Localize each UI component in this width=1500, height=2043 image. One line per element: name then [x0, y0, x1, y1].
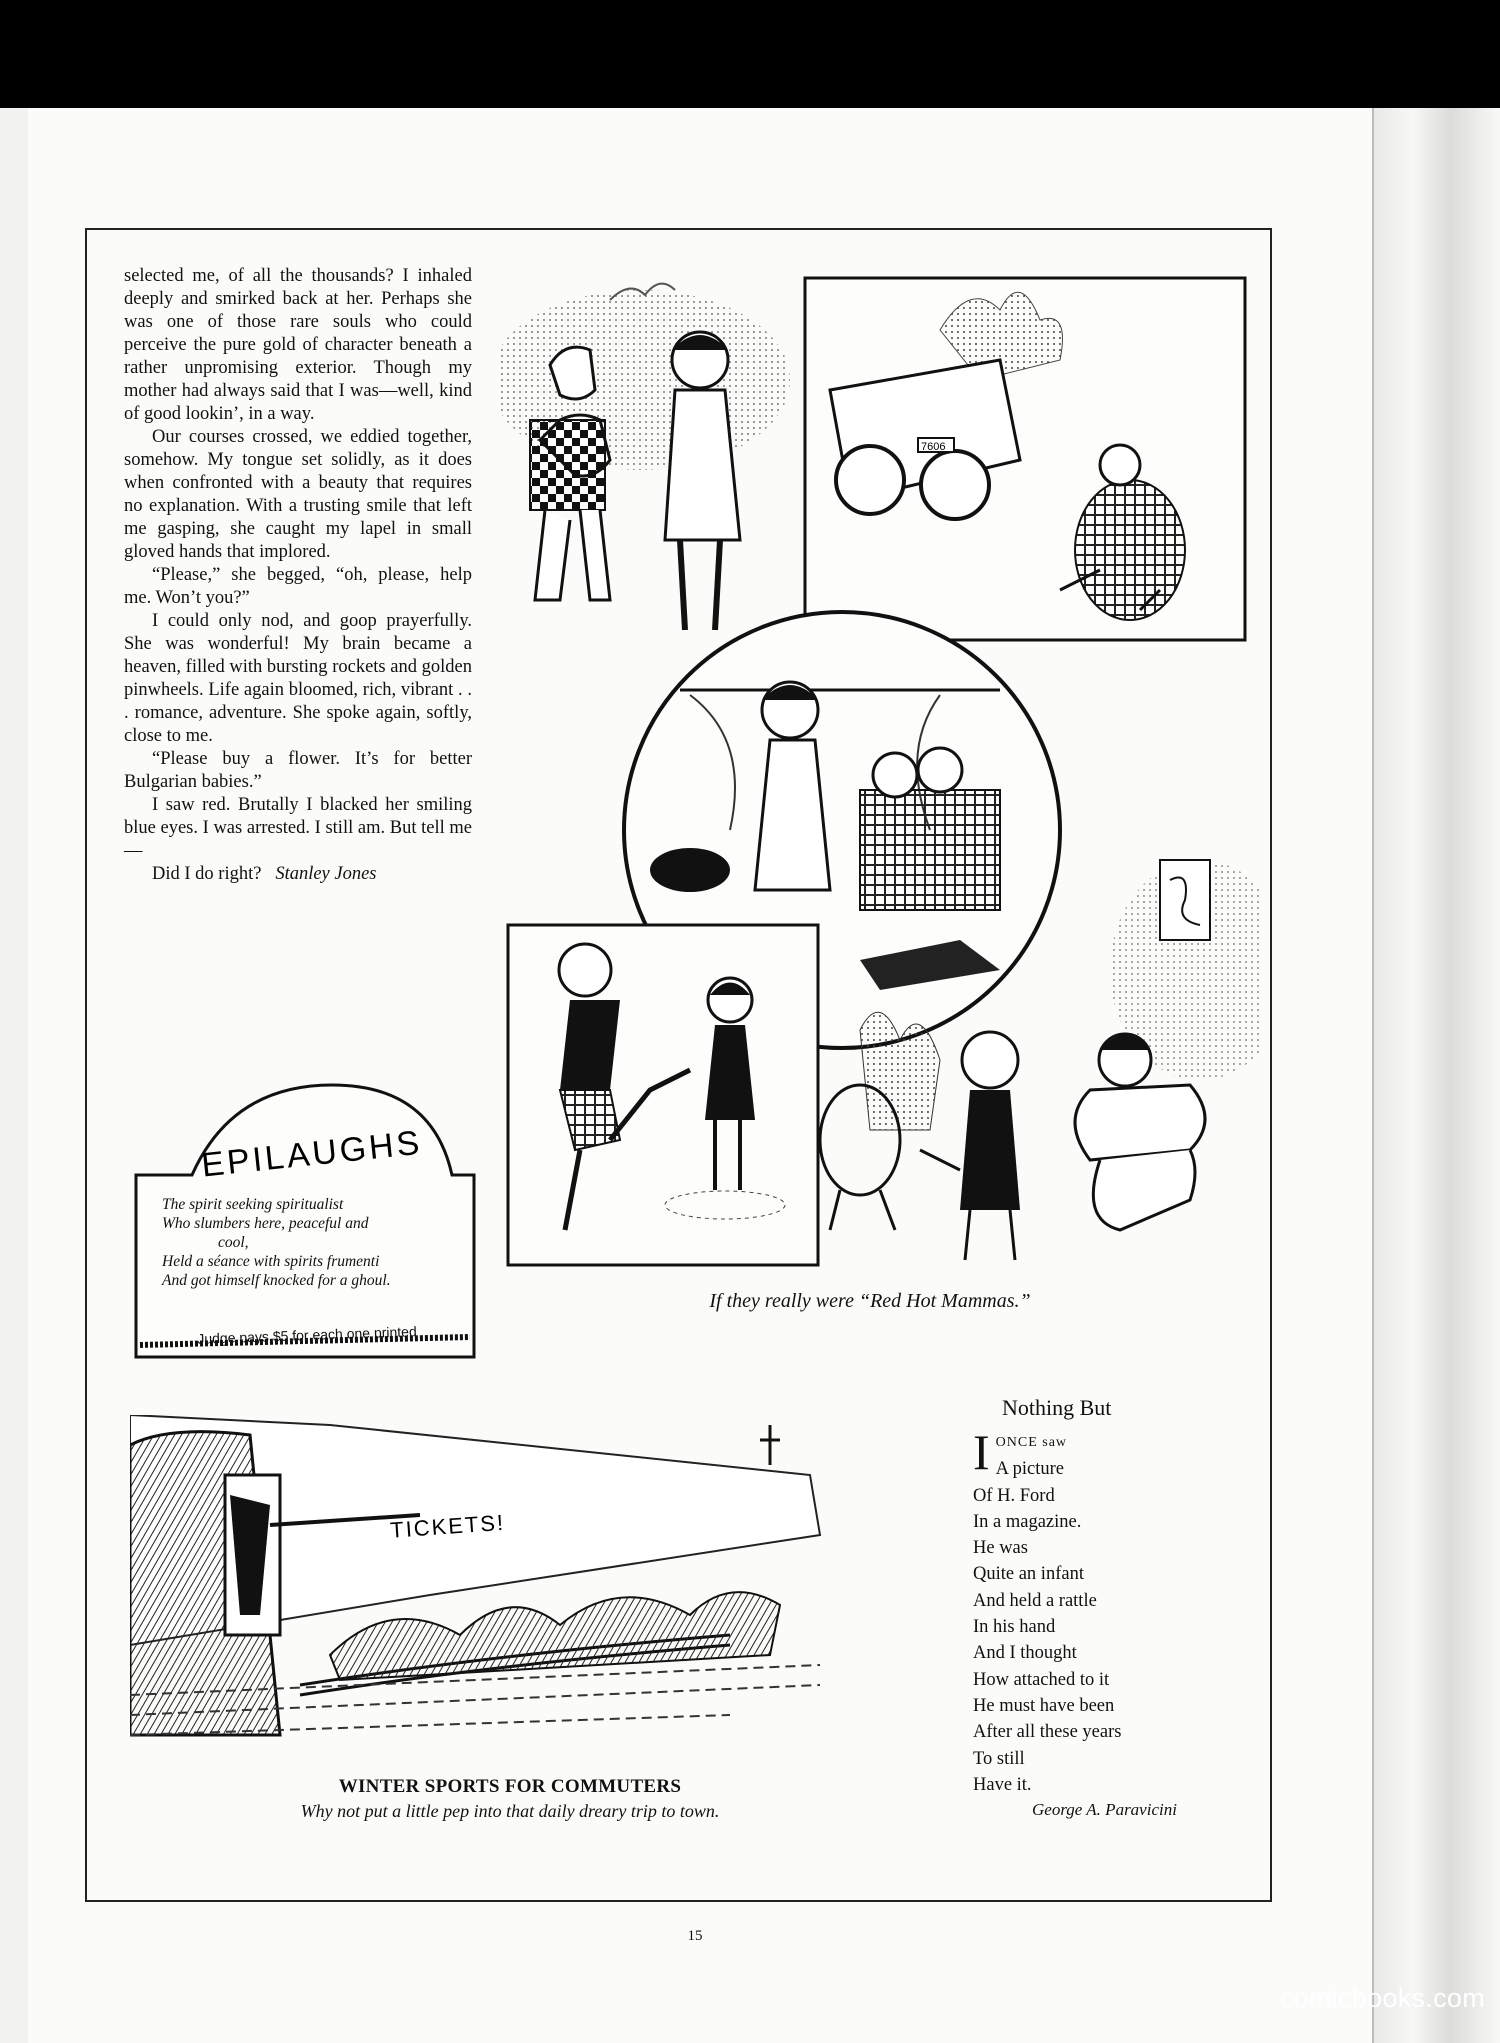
poem-line: How attached to it [973, 1669, 1110, 1690]
car-breakdown-panel [805, 278, 1245, 640]
poem-line: And held a rattle [973, 1590, 1097, 1611]
poem-dropcap: I [973, 1424, 990, 1480]
winter-sports-cartoon [130, 1415, 830, 1765]
poem-line: He must have been [973, 1695, 1115, 1716]
story-paragraph: I could only nod, and goop prayerfully. She was wonderful! My brain became a heaven, filled with bursting rockets and golden pinwheels. Life again bloomed, rich, vibrant . . . romance, adventure. She spoke again, softly, close to me. [124, 611, 472, 746]
story-paragraph: Our courses crossed, we eddied together, somehow. My tongue set solidly, as it does when confronted with a beauty that requires no explanation. With a trusting smile that left me gasping, she caught my lapel in small gloved hands that implored. [124, 427, 472, 562]
epilaughs-verse [162, 1195, 462, 1290]
story-paragraph: “Please,” she begged, “oh, please, help me. Won’t you?” [124, 565, 472, 608]
poem-first-line-rest: ONCE saw [995, 1435, 1068, 1450]
license-plate: 7606 [921, 441, 946, 453]
poem-line: He was [973, 1538, 1028, 1559]
story-last-line: Did I do right? [152, 864, 262, 884]
kicking-man-panel [508, 925, 818, 1265]
poem-line: A picture [995, 1459, 1064, 1480]
epilaughs-title: EPILAUGHS [199, 1123, 424, 1185]
poem-line: Of H. Ford [973, 1485, 1055, 1506]
epilaughs-box [132, 1075, 478, 1361]
cartoon-illustration [500, 270, 1260, 1280]
story-paragraph: selected me, of all the thousands? I inhaled deeply and smirked back at her. Perhaps she was one of those rare souls who could perceive the pure gold of character beneath a rather unpromising exterior. Though my mother had always said that I was—well, kind of good lookin’, in a way. [124, 266, 472, 424]
tickets-sign: TICKETS! [389, 1509, 506, 1543]
poem-line: In his hand [973, 1617, 1056, 1638]
verse-line: cool, [218, 1234, 249, 1251]
winter-sports-subtitle: Why not put a little pep into that daily dreary trip to town. [300, 1801, 720, 1821]
red-hot-mammas-cartoon [500, 270, 1260, 1280]
page-number: 15 [687, 1928, 703, 1944]
poem-line: Quite an infant [973, 1564, 1084, 1585]
epilaughs-footer: Judge pays $5 for each one printed [197, 1323, 417, 1347]
poem-line: After all these years [973, 1722, 1122, 1743]
verse-line: Held a séance with spirits frumenti [162, 1253, 380, 1270]
poem-line: In a magazine. [973, 1511, 1082, 1532]
story-author: Stanley Jones [275, 864, 377, 884]
story-column [124, 265, 472, 886]
poem-author: George A. Paravicini [1032, 1800, 1177, 1819]
poem-line: And I thought [973, 1643, 1077, 1664]
verse-line: And got himself knocked for a ghoul. [162, 1272, 391, 1289]
poem-body [973, 1424, 1213, 1798]
poem-line: Have it. [973, 1774, 1032, 1795]
story-paragraph: I saw red. Brutally I blacked her smiling blue eyes. I was arrested. I still am. But tell me— [124, 795, 472, 861]
cartoon-caption: If they really were “Red Hot Mammas.” [709, 1290, 1031, 1312]
verse-line: The spirit seeking spiritualist [162, 1196, 344, 1213]
right-page-stack [1372, 108, 1500, 2043]
verse-line: Who slumbers here, peaceful and [162, 1215, 369, 1232]
commuter-sled-illustration [130, 1415, 830, 1765]
story-paragraph: “Please buy a flower. It’s for better Bulgarian babies.” [124, 749, 472, 792]
winter-sports-title: WINTER SPORTS FOR COMMUTERS [338, 1776, 682, 1797]
poem-title: Nothing But [1002, 1395, 1112, 1420]
site-watermark: comicbooks.com [1279, 1983, 1485, 2013]
poem-line: To still [973, 1748, 1025, 1769]
story-ending [124, 863, 472, 886]
